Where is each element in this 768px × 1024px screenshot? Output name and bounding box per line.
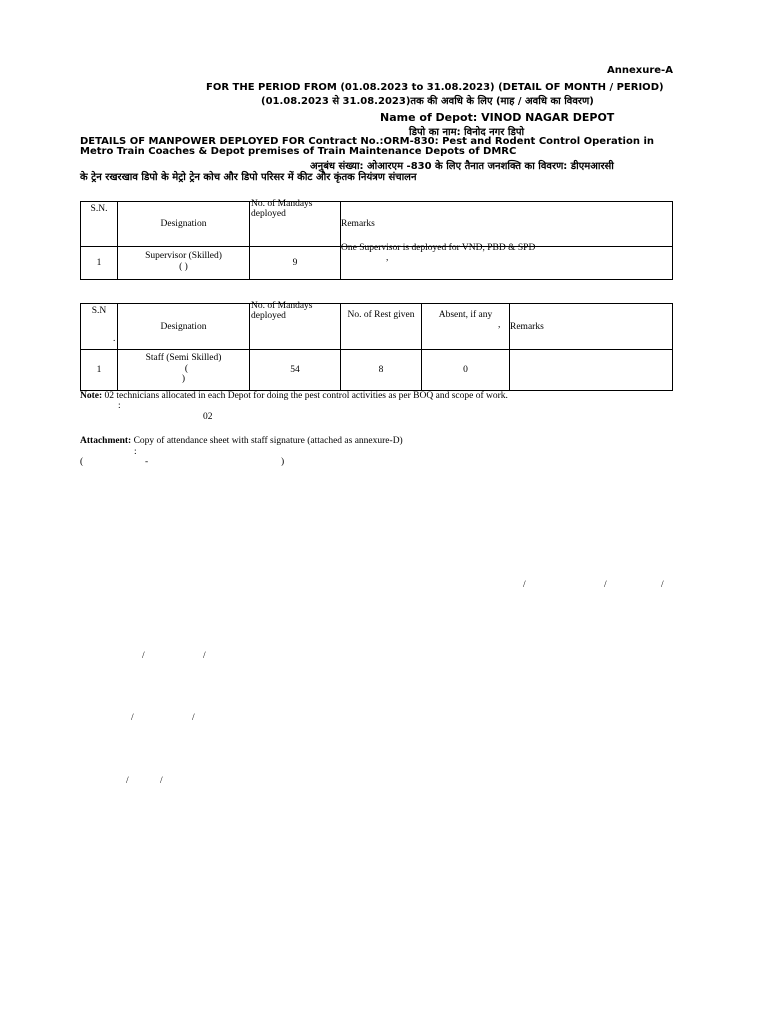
row-remarks: [341, 243, 673, 280]
row-mandays: [250, 247, 341, 280]
header-designation-label: Designation: [160, 321, 207, 332]
header-sn-label: S.N.: [90, 204, 108, 214]
slash-mark: /: [160, 776, 163, 786]
row-mandays-value: 54: [290, 365, 300, 375]
slash-mark: /: [203, 651, 206, 661]
attachment-label: Attachment:: [80, 436, 132, 446]
slash-mark: /: [661, 580, 664, 590]
supervisor-table: [80, 201, 673, 280]
note-number: 02: [203, 412, 213, 422]
header-mandays: [250, 199, 341, 247]
slash-mark: /: [604, 580, 607, 590]
row-absent-value: 0: [463, 365, 468, 375]
note: [80, 391, 508, 401]
annexure-label: Annexure-A: [607, 65, 673, 76]
header-rest-label: No. of Rest given: [347, 310, 415, 320]
header-remarks: [341, 202, 673, 247]
header-absent-comma: ,: [498, 320, 501, 330]
table-row: [81, 350, 673, 391]
row-mandays-value: 9: [292, 258, 298, 268]
table-row: [81, 247, 673, 280]
slash-mark: /: [131, 713, 134, 723]
header-mandays-line1: No. of Mandays: [251, 199, 313, 209]
slash-mark: /: [192, 713, 195, 723]
header-absent: [422, 304, 510, 350]
header-designation-label: Designation: [160, 219, 207, 229]
header-sn-dot: .: [113, 334, 116, 344]
row-designation-paren: ( ): [179, 262, 188, 272]
header-remarks-label: Remarks: [510, 321, 544, 332]
depot-name-hindi: डिपो का नाम: विनोद नगर डिपो: [409, 127, 525, 138]
row-designation-value: Staff (Semi Skilled): [145, 353, 222, 363]
details-hindi-1: अनुबंध संख्या: ओआरएम -830 के लिए तैनात जनशक्ति का विवरण: डीएमआरसी: [310, 161, 614, 172]
attachment-text: Copy of attendance sheet with staff signature (attached as annexure-D): [133, 436, 403, 446]
row-remarks-comma: ,: [386, 253, 389, 263]
attachment-paren-open: (: [80, 457, 84, 467]
note-text: 02 technicians allocated in each Depot for doing the pest control activities as per BOQ and scope of work.: [104, 391, 508, 401]
row-designation: [118, 247, 250, 280]
row-sn-value: 1: [96, 365, 102, 375]
staff-table: [80, 303, 673, 391]
slash-mark: /: [142, 651, 145, 661]
header-mandays-line2: deployed: [251, 209, 286, 219]
row-sn: [81, 350, 118, 391]
row-rest-value: 8: [378, 365, 384, 375]
table-header-row: [81, 304, 673, 350]
row-remarks-value: One Supervisor is deployed for VND, PBD & SPD: [341, 243, 536, 253]
row-mandays: [250, 350, 341, 391]
attachment-dash: -: [145, 457, 149, 467]
header-mandays-line1: No. of Mandays: [251, 301, 313, 311]
row-designation-close: ): [181, 374, 186, 384]
row-sn: [81, 247, 118, 280]
period-line-1: FOR THE PERIOD FROM (01.08.2023 to 31.08.2023) (DETAIL OF MONTH / PERIOD): [206, 82, 664, 93]
row-absent: [422, 350, 510, 391]
header-designation: [118, 304, 250, 350]
period-line-2: (01.08.2023 से 31.08.2023)तक की अवधि के लिए (माह / अवधि का विवरण): [261, 96, 594, 107]
note-label: Note:: [80, 391, 103, 401]
slash-mark: /: [523, 580, 526, 590]
header-rest: [341, 304, 422, 350]
header-sn: [81, 202, 118, 247]
row-designation: [118, 350, 250, 391]
row-sn-value: 1: [96, 258, 102, 268]
row-designation-open: (: [184, 364, 189, 374]
header-sn-label: S.N: [91, 306, 107, 316]
row-remarks: [510, 350, 673, 391]
depot-name: Name of Depot: VINOD NAGAR DEPOT: [380, 111, 615, 124]
row-rest: [341, 350, 422, 391]
details-line-1: DETAILS OF MANPOWER DEPLOYED FOR Contract No.:ORM-830: Pest and Rodent Control Operation in: [80, 136, 654, 147]
header-mandays-line2: deployed: [251, 311, 286, 321]
header-sn: [81, 304, 118, 350]
header-remarks-label: Remarks: [341, 219, 375, 229]
row-designation-value: Supervisor (Skilled): [145, 251, 222, 261]
slash-mark: /: [126, 776, 129, 786]
note-colon: :: [118, 401, 121, 411]
header-absent-label: Absent, if any: [438, 310, 493, 320]
attachment: [80, 436, 403, 446]
header-designation: [118, 202, 250, 247]
attachment-colon: :: [134, 447, 137, 457]
attachment-paren-close: ): [281, 457, 285, 467]
details-hindi-2: के ट्रेन रखरखाव डिपो के मेट्रो ट्रेन कोच और डिपो परिसर में कीट और कृंतक नियंत्रण संचालन: [80, 172, 417, 183]
table-header-row: [81, 202, 673, 247]
details-line-2: Metro Train Coaches & Depot premises of Train Maintenance Depots of DMRC: [80, 146, 517, 157]
header-mandays: [250, 301, 341, 350]
header-remarks: [510, 304, 673, 350]
